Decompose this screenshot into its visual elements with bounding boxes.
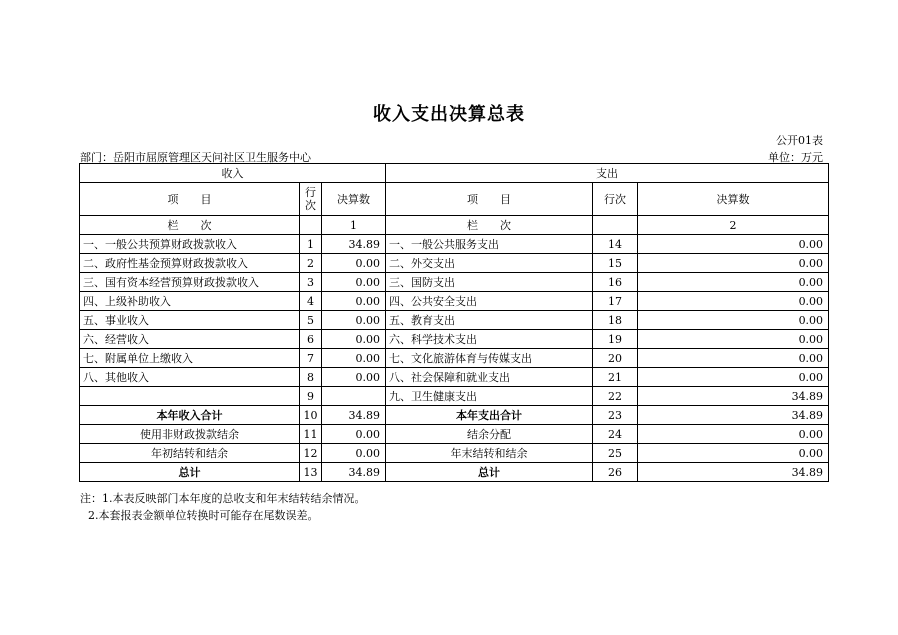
- footnotes: [80, 490, 366, 524]
- expense-line-no-cell: 19: [593, 330, 638, 349]
- income-item-cell: 五、事业收入: [80, 311, 300, 330]
- expense-line-no-cell: 14: [593, 235, 638, 254]
- expense-amount-cell: 0.00: [638, 254, 829, 273]
- income-amount-cell: 0.00: [322, 254, 386, 273]
- expense-item-cell: 九、卫生健康支出: [386, 387, 593, 406]
- income-amount-cell: 0.00: [322, 273, 386, 292]
- table-row: [80, 387, 829, 406]
- expense-amount-cell: 0.00: [638, 235, 829, 254]
- income-line-no-cell: 13: [300, 463, 322, 482]
- expense-amount-cell: 0.00: [638, 292, 829, 311]
- column-header-row: [80, 183, 829, 216]
- income-amount-cell: 34.89: [322, 235, 386, 254]
- expense-line-no-cell: 24: [593, 425, 638, 444]
- expense-line-no-cell: 16: [593, 273, 638, 292]
- table-row: [80, 292, 829, 311]
- income-section-header: 收入: [80, 164, 386, 183]
- expense-section-header: 支出: [386, 164, 829, 183]
- department-label: 部门：岳阳市屈原管理区天问社区卫生服务中心: [80, 151, 311, 164]
- expense-summary-label: 结余分配: [386, 425, 593, 444]
- income-item-cell: 二、政府性基金预算财政拨款收入: [80, 254, 300, 273]
- page-title: 收入支出决算总表: [373, 104, 525, 125]
- income-expense-table: [79, 163, 829, 482]
- income-amount-cell: 34.89: [322, 463, 386, 482]
- expense-line-no-header: 行次: [593, 183, 638, 216]
- column-index-row: [80, 216, 829, 235]
- income-line-no-cell: 10: [300, 406, 322, 425]
- expense-line-no-cell: 26: [593, 463, 638, 482]
- income-item-cell: 三、国有资本经营预算财政拨款收入: [80, 273, 300, 292]
- data-rows: [80, 235, 829, 406]
- income-line-no-cell: 6: [300, 330, 322, 349]
- summary-row: [80, 425, 829, 444]
- expense-amount-cell: 34.89: [638, 387, 829, 406]
- income-item-cell: 四、上级补助收入: [80, 292, 300, 311]
- expense-item-cell: 三、国防支出: [386, 273, 593, 292]
- income-amount-header: 决算数: [322, 183, 386, 216]
- income-summary-label: 总计: [80, 463, 300, 482]
- expense-item-cell: 一、一般公共服务支出: [386, 235, 593, 254]
- table-row: [80, 254, 829, 273]
- expense-item-cell: 五、教育支出: [386, 311, 593, 330]
- expense-line-no-cell: 23: [593, 406, 638, 425]
- income-item-cell: 八、其他收入: [80, 368, 300, 387]
- income-amount-cell: 0.00: [322, 349, 386, 368]
- income-item-cell: [80, 387, 300, 406]
- expense-line-no-cell: 22: [593, 387, 638, 406]
- expense-amount-cell: 0.00: [638, 444, 829, 463]
- expense-line-no-cell: 20: [593, 349, 638, 368]
- income-line-no-cell: 3: [300, 273, 322, 292]
- expense-line-no-cell: 21: [593, 368, 638, 387]
- expense-amount-cell: 34.89: [638, 463, 829, 482]
- income-item-cell: 七、附属单位上缴收入: [80, 349, 300, 368]
- income-column-number: 1: [322, 216, 386, 235]
- income-summary-label: 本年收入合计: [80, 406, 300, 425]
- income-amount-cell: [322, 387, 386, 406]
- table-row: [80, 273, 829, 292]
- expense-summary-label: 年末结转和结余: [386, 444, 593, 463]
- expense-line-no-cell: 18: [593, 311, 638, 330]
- form-code: 公开01表: [776, 134, 823, 147]
- table-row: [80, 311, 829, 330]
- expense-amount-cell: 0.00: [638, 368, 829, 387]
- expense-amount-cell: 0.00: [638, 273, 829, 292]
- income-column-label: 栏 次: [80, 216, 300, 235]
- section-header-row: [80, 164, 829, 183]
- expense-item-cell: 二、外交支出: [386, 254, 593, 273]
- expense-item-cell: 四、公共安全支出: [386, 292, 593, 311]
- table-row: [80, 349, 829, 368]
- income-item-cell: 一、一般公共预算财政拨款收入: [80, 235, 300, 254]
- income-line-no-cell: 8: [300, 368, 322, 387]
- expense-amount-cell: 0.00: [638, 425, 829, 444]
- expense-amount-cell: 34.89: [638, 406, 829, 425]
- income-item-cell: 六、经营收入: [80, 330, 300, 349]
- empty-cell: [593, 216, 638, 235]
- expense-line-no-cell: 25: [593, 444, 638, 463]
- income-summary-label: 使用非财政拨款结余: [80, 425, 300, 444]
- income-amount-cell: 34.89: [322, 406, 386, 425]
- table-row: [80, 368, 829, 387]
- income-amount-cell: 0.00: [322, 311, 386, 330]
- expense-summary-label: 总计: [386, 463, 593, 482]
- summary-row: [80, 444, 829, 463]
- summary-row: [80, 463, 829, 482]
- income-line-no-cell: 11: [300, 425, 322, 444]
- income-summary-label: 年初结转和结余: [80, 444, 300, 463]
- footnote-1: 注：1.本表反映部门本年度的总收支和年末结转结余情况。: [80, 492, 366, 505]
- income-line-no-header: 行次: [300, 183, 322, 216]
- expense-column-label: 栏 次: [386, 216, 593, 235]
- income-line-no-cell: 12: [300, 444, 322, 463]
- expense-item-header: 项 目: [386, 183, 593, 216]
- unit-label: 单位：万元: [768, 151, 823, 164]
- income-amount-cell: 0.00: [322, 425, 386, 444]
- income-line-no-cell: 9: [300, 387, 322, 406]
- summary-rows: [80, 406, 829, 482]
- income-line-no-cell: 4: [300, 292, 322, 311]
- income-item-header: 项 目: [80, 183, 300, 216]
- income-line-no-cell: 5: [300, 311, 322, 330]
- expense-item-cell: 六、科学技术支出: [386, 330, 593, 349]
- expense-amount-cell: 0.00: [638, 349, 829, 368]
- expense-summary-label: 本年支出合计: [386, 406, 593, 425]
- empty-cell: [300, 216, 322, 235]
- summary-row: [80, 406, 829, 425]
- income-line-no-cell: 1: [300, 235, 322, 254]
- table-row: [80, 330, 829, 349]
- income-line-no-cell: 2: [300, 254, 322, 273]
- income-line-no-cell: 7: [300, 349, 322, 368]
- footnote-2: 2.本套报表金额单位转换时可能存在尾数误差。: [88, 509, 319, 522]
- expense-column-number: 2: [638, 216, 829, 235]
- expense-line-no-cell: 15: [593, 254, 638, 273]
- expense-amount-cell: 0.00: [638, 330, 829, 349]
- table-row: [80, 235, 829, 254]
- expense-item-cell: 七、文化旅游体育与传媒支出: [386, 349, 593, 368]
- income-amount-cell: 0.00: [322, 292, 386, 311]
- expense-item-cell: 八、社会保障和就业支出: [386, 368, 593, 387]
- income-amount-cell: 0.00: [322, 444, 386, 463]
- expense-line-no-cell: 17: [593, 292, 638, 311]
- expense-amount-cell: 0.00: [638, 311, 829, 330]
- income-amount-cell: 0.00: [322, 368, 386, 387]
- income-amount-cell: 0.00: [322, 330, 386, 349]
- expense-amount-header: 决算数: [638, 183, 829, 216]
